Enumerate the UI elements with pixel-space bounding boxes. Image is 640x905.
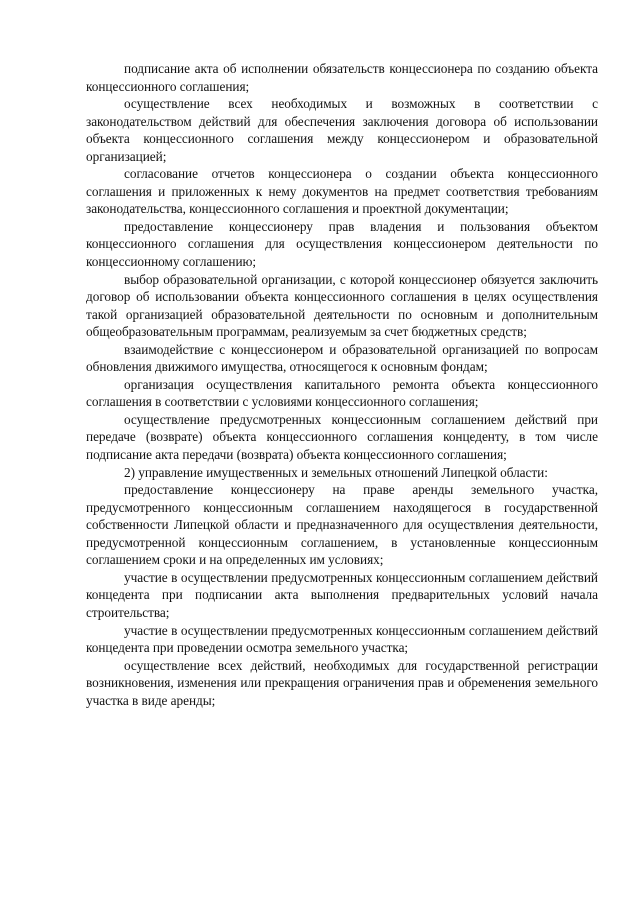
paragraph-6: взаимодействие с концессионером и образовательной организацией по вопросам обновления движимого имущества, относящегося к основным фондам;	[86, 341, 598, 375]
paragraph-10: предоставление концессионеру на праве аренды земельного участка, предусмотренного концессионным соглашением находящегося в государственной собственности Липецкой области и предназначенного для осуществления деятельности, предусмотренной концессионным соглашением, в установленные концессионным соглашением сроки и на определенных им условиях;	[86, 482, 598, 568]
paragraph-11: участие в осуществлении предусмотренных концессионным соглашением действий концедента при подписании акта выполнения предварительных условий начала строительства;	[86, 569, 598, 620]
paragraph-7: организация осуществления капитального ремонта объекта концессионного соглашения в соответствии с условиями концессионного соглашения;	[86, 376, 598, 410]
paragraph-2: осуществление всех необходимых и возможных в соответствии с законодательством действий для обеспечения заключения договора об использовании объекта концессионного соглашения между концессионером и образовательной организацией;	[86, 96, 598, 164]
document-page	[86, 60, 598, 709]
paragraph-8: осуществление предусмотренных концессионным соглашением действий при передаче (возврате) объекта концессионного соглашения концеденту, в том числе подписание акта передачи (возврата) объекта концессионного соглашения;	[86, 411, 598, 463]
paragraph-13: осуществление всех действий, необходимых для государственной регистрации возникновения, изменения или прекращения ограничения прав и обременения земельного участка в виде аренды;	[86, 657, 598, 708]
paragraph-1: подписание акта об исполнении обязательств концессионера по созданию объекта концессионного соглашения;	[86, 61, 598, 94]
section-heading-2: 2) управление имущественных и земельных отношений Липецкой области:	[124, 464, 548, 480]
paragraph-3: согласование отчетов концессионера о создании объекта концессионного соглашения и приложенных к нему документов на предмет соответствия требованиям законодательства, концессионного соглашения и проектной документации;	[86, 166, 598, 217]
paragraph-12: участие в осуществлении предусмотренных концессионным соглашением действий концедента при проведении осмотра земельного участка;	[86, 622, 598, 656]
paragraph-5: выбор образовательной организации, с которой концессионер обязуется заключить договор об использовании объекта концессионного соглашения в целях осуществления такой организацией образовательной деятельности по основным и дополнительным общеобразовательным программам, реализуемым за счет бюджетных средств;	[86, 271, 598, 340]
paragraph-4: предоставление концессионеру прав владения и пользования объектом концессионного соглашения для осуществления концессионером деятельности по концессионному соглашению;	[86, 218, 598, 270]
